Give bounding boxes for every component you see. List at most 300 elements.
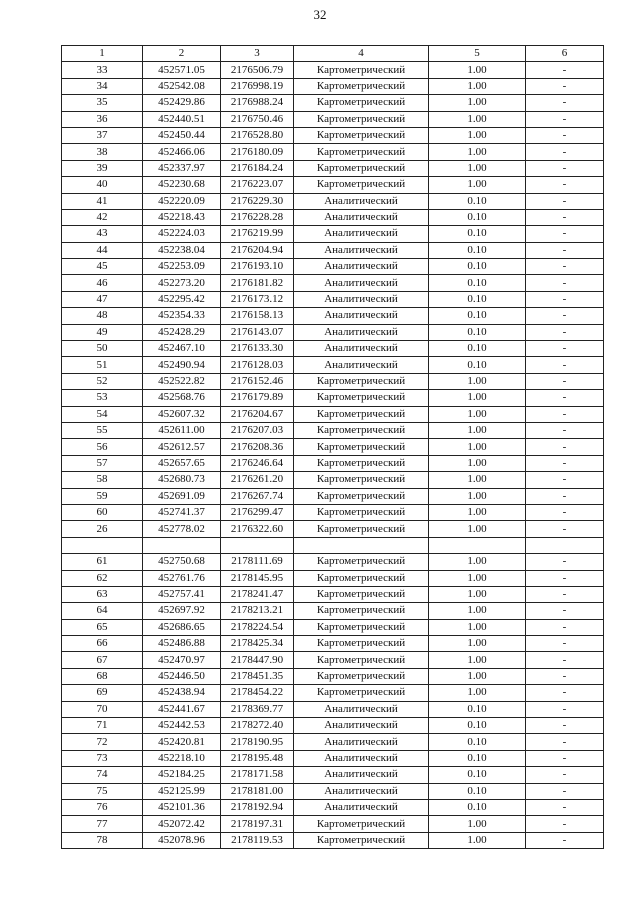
accuracy-cell: 1.00: [429, 373, 526, 389]
accuracy-cell: 0.10: [429, 750, 526, 766]
x-coordinate-cell: 452607.32: [143, 406, 221, 422]
point-number-cell: 63: [62, 586, 143, 602]
y-coordinate-cell: 2176246.64: [221, 455, 294, 471]
y-coordinate-cell: 2176228.28: [221, 209, 294, 225]
method-cell: Картометрический: [294, 832, 429, 848]
table-row: [62, 554, 604, 570]
y-coordinate-cell: 2178447.90: [221, 652, 294, 668]
method-cell: Картометрический: [294, 439, 429, 455]
method-cell: Аналитический: [294, 259, 429, 275]
accuracy-cell: 1.00: [429, 160, 526, 176]
point-number-cell: 33: [62, 62, 143, 78]
table-row: [62, 701, 604, 717]
method-cell: Картометрический: [294, 570, 429, 586]
note-cell: -: [526, 95, 604, 111]
table-header-row: [62, 46, 604, 62]
table-row: [62, 570, 604, 586]
method-cell: Картометрический: [294, 472, 429, 488]
note-cell: -: [526, 324, 604, 340]
x-coordinate-cell: 452230.68: [143, 177, 221, 193]
x-coordinate-cell: 452429.86: [143, 95, 221, 111]
table-row: [62, 832, 604, 848]
y-coordinate-cell: 2176152.46: [221, 373, 294, 389]
note-cell: -: [526, 586, 604, 602]
x-coordinate-cell: 452486.88: [143, 636, 221, 652]
y-coordinate-cell: 2176261.20: [221, 472, 294, 488]
accuracy-cell: 1.00: [429, 816, 526, 832]
point-number-cell: 35: [62, 95, 143, 111]
x-coordinate-cell: 452490.94: [143, 357, 221, 373]
x-coordinate-cell: 452441.67: [143, 701, 221, 717]
table-row: [62, 603, 604, 619]
note-cell: -: [526, 504, 604, 520]
accuracy-cell: 0.10: [429, 193, 526, 209]
x-coordinate-cell: 452741.37: [143, 504, 221, 520]
point-number-cell: 59: [62, 488, 143, 504]
table-row: [62, 537, 604, 553]
y-coordinate-cell: 2176204.94: [221, 242, 294, 258]
method-cell: Картометрический: [294, 685, 429, 701]
y-coordinate-cell: 2176181.82: [221, 275, 294, 291]
table-row: [62, 259, 604, 275]
accuracy-cell: 1.00: [429, 422, 526, 438]
table-row: [62, 734, 604, 750]
x-coordinate-cell: 452438.94: [143, 685, 221, 701]
table-row: [62, 111, 604, 127]
y-coordinate-cell: 2176180.09: [221, 144, 294, 160]
y-coordinate-cell: 2178241.47: [221, 586, 294, 602]
table-row: [62, 209, 604, 225]
x-coordinate-cell: 452440.51: [143, 111, 221, 127]
x-coordinate-cell: 452697.92: [143, 603, 221, 619]
note-cell: -: [526, 406, 604, 422]
table-row: [62, 472, 604, 488]
column-header: 2: [143, 46, 221, 62]
y-coordinate-cell: 2176506.79: [221, 62, 294, 78]
point-number-cell: 52: [62, 373, 143, 389]
x-coordinate-cell: 452428.29: [143, 324, 221, 340]
x-coordinate-cell: 452218.43: [143, 209, 221, 225]
method-cell: Аналитический: [294, 799, 429, 815]
y-coordinate-cell: 2176322.60: [221, 521, 294, 537]
accuracy-cell: 1.00: [429, 472, 526, 488]
method-cell: Аналитический: [294, 783, 429, 799]
x-coordinate-cell: 452273.20: [143, 275, 221, 291]
x-coordinate-cell: 452467.10: [143, 341, 221, 357]
note-cell: -: [526, 226, 604, 242]
y-coordinate-cell: 2176179.89: [221, 390, 294, 406]
note-cell: -: [526, 422, 604, 438]
note-cell: -: [526, 177, 604, 193]
note-cell: -: [526, 308, 604, 324]
point-number-cell: 56: [62, 439, 143, 455]
method-cell: Картометрический: [294, 636, 429, 652]
point-number-cell: 65: [62, 619, 143, 635]
table-row: [62, 95, 604, 111]
x-coordinate-cell: 452125.99: [143, 783, 221, 799]
x-coordinate-cell: 452184.25: [143, 767, 221, 783]
note-cell: -: [526, 160, 604, 176]
point-number-cell: 60: [62, 504, 143, 520]
accuracy-cell: 1.00: [429, 652, 526, 668]
method-cell: Картометрический: [294, 504, 429, 520]
note-cell: -: [526, 242, 604, 258]
method-cell: Аналитический: [294, 275, 429, 291]
note-cell: -: [526, 78, 604, 94]
method-cell: Картометрический: [294, 668, 429, 684]
method-cell: Картометрический: [294, 619, 429, 635]
point-number-cell: 43: [62, 226, 143, 242]
method-cell: Картометрический: [294, 390, 429, 406]
accuracy-cell: 1.00: [429, 832, 526, 848]
note-cell: -: [526, 472, 604, 488]
table-row: [62, 767, 604, 783]
point-number-cell: 78: [62, 832, 143, 848]
method-cell: Аналитический: [294, 718, 429, 734]
accuracy-cell: 0.10: [429, 341, 526, 357]
method-cell: Аналитический: [294, 701, 429, 717]
point-number-cell: 42: [62, 209, 143, 225]
table-row: [62, 390, 604, 406]
accuracy-cell: 1.00: [429, 586, 526, 602]
table-row: [62, 750, 604, 766]
note-cell: -: [526, 275, 604, 291]
column-header: 4: [294, 46, 429, 62]
point-number-cell: 38: [62, 144, 143, 160]
point-number-cell: 37: [62, 127, 143, 143]
accuracy-cell: 1.00: [429, 603, 526, 619]
note-cell: -: [526, 668, 604, 684]
table-row: [62, 652, 604, 668]
table-row: [62, 504, 604, 520]
accuracy-cell: 1.00: [429, 488, 526, 504]
table-row: [62, 78, 604, 94]
table-row: [62, 357, 604, 373]
y-coordinate-cell: [221, 537, 294, 553]
table-row: [62, 177, 604, 193]
y-coordinate-cell: 2178119.53: [221, 832, 294, 848]
point-number-cell: 61: [62, 554, 143, 570]
accuracy-cell: 0.10: [429, 209, 526, 225]
table-row: [62, 160, 604, 176]
method-cell: Аналитический: [294, 209, 429, 225]
method-cell: Аналитический: [294, 357, 429, 373]
method-cell: Аналитический: [294, 193, 429, 209]
y-coordinate-cell: 2178190.95: [221, 734, 294, 750]
accuracy-cell: 0.10: [429, 734, 526, 750]
x-coordinate-cell: 452568.76: [143, 390, 221, 406]
x-coordinate-cell: 452522.82: [143, 373, 221, 389]
method-cell: Аналитический: [294, 341, 429, 357]
x-coordinate-cell: 452337.97: [143, 160, 221, 176]
method-cell: Картометрический: [294, 373, 429, 389]
method-cell: Картометрический: [294, 586, 429, 602]
point-number-cell: 58: [62, 472, 143, 488]
note-cell: -: [526, 341, 604, 357]
table-row: [62, 439, 604, 455]
accuracy-cell: 0.10: [429, 275, 526, 291]
note-cell: -: [526, 554, 604, 570]
y-coordinate-cell: 2178224.54: [221, 619, 294, 635]
x-coordinate-cell: 452778.02: [143, 521, 221, 537]
point-number-cell: 57: [62, 455, 143, 471]
point-number-cell: 55: [62, 422, 143, 438]
accuracy-cell: 1.00: [429, 668, 526, 684]
note-cell: -: [526, 701, 604, 717]
accuracy-cell: 0.10: [429, 357, 526, 373]
accuracy-cell: 0.10: [429, 324, 526, 340]
note-cell: -: [526, 685, 604, 701]
accuracy-cell: 1.00: [429, 62, 526, 78]
x-coordinate-cell: 452072.42: [143, 816, 221, 832]
column-header: 6: [526, 46, 604, 62]
method-cell: Картометрический: [294, 144, 429, 160]
x-coordinate-cell: 452612.57: [143, 439, 221, 455]
note-cell: -: [526, 127, 604, 143]
note-cell: -: [526, 832, 604, 848]
method-cell: Картометрический: [294, 455, 429, 471]
y-coordinate-cell: 2178451.35: [221, 668, 294, 684]
table-row: [62, 685, 604, 701]
method-cell: Картометрический: [294, 488, 429, 504]
x-coordinate-cell: 452757.41: [143, 586, 221, 602]
accuracy-cell: 0.10: [429, 718, 526, 734]
x-coordinate-cell: 452224.03: [143, 226, 221, 242]
y-coordinate-cell: 2178369.77: [221, 701, 294, 717]
accuracy-cell: 0.10: [429, 291, 526, 307]
note-cell: -: [526, 636, 604, 652]
accuracy-cell: 0.10: [429, 701, 526, 717]
x-coordinate-cell: 452680.73: [143, 472, 221, 488]
method-cell: Картометрический: [294, 62, 429, 78]
x-coordinate-cell: 452238.04: [143, 242, 221, 258]
table-row: [62, 291, 604, 307]
accuracy-cell: 0.10: [429, 259, 526, 275]
x-coordinate-cell: 452750.68: [143, 554, 221, 570]
table-row: [62, 242, 604, 258]
point-number-cell: 71: [62, 718, 143, 734]
point-number-cell: 48: [62, 308, 143, 324]
point-number-cell: 44: [62, 242, 143, 258]
accuracy-cell: 1.00: [429, 111, 526, 127]
point-number-cell: 36: [62, 111, 143, 127]
method-cell: Картометрический: [294, 177, 429, 193]
note-cell: -: [526, 373, 604, 389]
method-cell: Картометрический: [294, 406, 429, 422]
table-row: [62, 62, 604, 78]
note-cell: -: [526, 783, 604, 799]
accuracy-cell: 0.10: [429, 308, 526, 324]
table-row: [62, 668, 604, 684]
accuracy-cell: 0.10: [429, 767, 526, 783]
method-cell: Аналитический: [294, 291, 429, 307]
note-cell: -: [526, 521, 604, 537]
method-cell: Картометрический: [294, 160, 429, 176]
x-coordinate-cell: 452101.36: [143, 799, 221, 815]
method-cell: Аналитический: [294, 242, 429, 258]
table-row: [62, 226, 604, 242]
point-number-cell: 34: [62, 78, 143, 94]
column-header: 1: [62, 46, 143, 62]
table-row: [62, 799, 604, 815]
y-coordinate-cell: 2176128.03: [221, 357, 294, 373]
x-coordinate-cell: 452571.05: [143, 62, 221, 78]
table-row: [62, 324, 604, 340]
point-number-cell: 77: [62, 816, 143, 832]
point-number-cell: 69: [62, 685, 143, 701]
table-row: [62, 521, 604, 537]
note-cell: -: [526, 62, 604, 78]
point-number-cell: 72: [62, 734, 143, 750]
note-cell: -: [526, 291, 604, 307]
note-cell: -: [526, 603, 604, 619]
note-cell: -: [526, 144, 604, 160]
y-coordinate-cell: 2178111.69: [221, 554, 294, 570]
note-cell: -: [526, 111, 604, 127]
accuracy-cell: 1.00: [429, 95, 526, 111]
point-number-cell: 26: [62, 521, 143, 537]
table-row: [62, 586, 604, 602]
note-cell: -: [526, 570, 604, 586]
x-coordinate-cell: 452295.42: [143, 291, 221, 307]
y-coordinate-cell: 2176133.30: [221, 341, 294, 357]
y-coordinate-cell: 2178197.31: [221, 816, 294, 832]
method-cell: Аналитический: [294, 308, 429, 324]
method-cell: Картометрический: [294, 111, 429, 127]
point-number-cell: 39: [62, 160, 143, 176]
accuracy-cell: 1.00: [429, 636, 526, 652]
point-number-cell: 64: [62, 603, 143, 619]
y-coordinate-cell: 2176229.30: [221, 193, 294, 209]
point-number-cell: 68: [62, 668, 143, 684]
point-number-cell: 73: [62, 750, 143, 766]
point-number-cell: 40: [62, 177, 143, 193]
x-coordinate-cell: 452466.06: [143, 144, 221, 160]
y-coordinate-cell: 2176184.24: [221, 160, 294, 176]
x-coordinate-cell: 452354.33: [143, 308, 221, 324]
method-cell: [294, 537, 429, 553]
table-row: [62, 341, 604, 357]
method-cell: Картометрический: [294, 127, 429, 143]
y-coordinate-cell: 2176143.07: [221, 324, 294, 340]
point-number-cell: 47: [62, 291, 143, 307]
y-coordinate-cell: 2178454.22: [221, 685, 294, 701]
accuracy-cell: 1.00: [429, 570, 526, 586]
table-row: [62, 619, 604, 635]
note-cell: -: [526, 455, 604, 471]
page-number: 32: [313, 7, 327, 22]
table-row: [62, 718, 604, 734]
point-number-cell: 46: [62, 275, 143, 291]
column-header: 3: [221, 46, 294, 62]
y-coordinate-cell: 2178181.00: [221, 783, 294, 799]
note-cell: -: [526, 209, 604, 225]
point-number-cell: 50: [62, 341, 143, 357]
x-coordinate-cell: 452470.97: [143, 652, 221, 668]
y-coordinate-cell: 2176219.99: [221, 226, 294, 242]
x-coordinate-cell: 452078.96: [143, 832, 221, 848]
y-coordinate-cell: 2176988.24: [221, 95, 294, 111]
accuracy-cell: 1.00: [429, 78, 526, 94]
y-coordinate-cell: 2176998.19: [221, 78, 294, 94]
method-cell: Аналитический: [294, 734, 429, 750]
x-coordinate-cell: 452657.65: [143, 455, 221, 471]
method-cell: Картометрический: [294, 521, 429, 537]
x-coordinate-cell: 452446.50: [143, 668, 221, 684]
method-cell: Картометрический: [294, 95, 429, 111]
y-coordinate-cell: 2176223.07: [221, 177, 294, 193]
accuracy-cell: 1.00: [429, 554, 526, 570]
x-coordinate-cell: 452218.10: [143, 750, 221, 766]
method-cell: Картометрический: [294, 422, 429, 438]
y-coordinate-cell: 2178145.95: [221, 570, 294, 586]
y-coordinate-cell: 2176204.67: [221, 406, 294, 422]
note-cell: -: [526, 390, 604, 406]
y-coordinate-cell: 2176299.47: [221, 504, 294, 520]
note-cell: -: [526, 439, 604, 455]
y-coordinate-cell: 2178192.94: [221, 799, 294, 815]
table-row: [62, 783, 604, 799]
accuracy-cell: 1.00: [429, 177, 526, 193]
note-cell: -: [526, 357, 604, 373]
note-cell: -: [526, 816, 604, 832]
point-number-cell: [62, 537, 143, 553]
y-coordinate-cell: 2176208.36: [221, 439, 294, 455]
table-row: [62, 308, 604, 324]
y-coordinate-cell: 2178195.48: [221, 750, 294, 766]
x-coordinate-cell: 452686.65: [143, 619, 221, 635]
accuracy-cell: 0.10: [429, 783, 526, 799]
table-row: [62, 373, 604, 389]
y-coordinate-cell: 2178425.34: [221, 636, 294, 652]
method-cell: Аналитический: [294, 750, 429, 766]
accuracy-cell: 0.10: [429, 242, 526, 258]
accuracy-cell: 1.00: [429, 144, 526, 160]
point-number-cell: 53: [62, 390, 143, 406]
note-cell: -: [526, 652, 604, 668]
point-number-cell: 62: [62, 570, 143, 586]
accuracy-cell: 1.00: [429, 390, 526, 406]
y-coordinate-cell: 2176750.46: [221, 111, 294, 127]
x-coordinate-cell: 452420.81: [143, 734, 221, 750]
column-header: 5: [429, 46, 526, 62]
note-cell: -: [526, 799, 604, 815]
point-number-cell: 49: [62, 324, 143, 340]
note-cell: -: [526, 259, 604, 275]
accuracy-cell: 1.00: [429, 406, 526, 422]
point-number-cell: 75: [62, 783, 143, 799]
point-number-cell: 51: [62, 357, 143, 373]
y-coordinate-cell: 2176267.74: [221, 488, 294, 504]
accuracy-cell: 0.10: [429, 226, 526, 242]
table-row: [62, 455, 604, 471]
note-cell: [526, 537, 604, 553]
point-number-cell: 45: [62, 259, 143, 275]
accuracy-cell: 1.00: [429, 439, 526, 455]
accuracy-cell: [429, 537, 526, 553]
y-coordinate-cell: 2176173.12: [221, 291, 294, 307]
method-cell: Аналитический: [294, 324, 429, 340]
y-coordinate-cell: 2178171.58: [221, 767, 294, 783]
accuracy-cell: 0.10: [429, 799, 526, 815]
y-coordinate-cell: 2176207.03: [221, 422, 294, 438]
point-number-cell: 70: [62, 701, 143, 717]
table-row: [62, 816, 604, 832]
method-cell: Картометрический: [294, 652, 429, 668]
method-cell: Картометрический: [294, 816, 429, 832]
point-number-cell: 76: [62, 799, 143, 815]
coordinates-table: [61, 45, 604, 849]
